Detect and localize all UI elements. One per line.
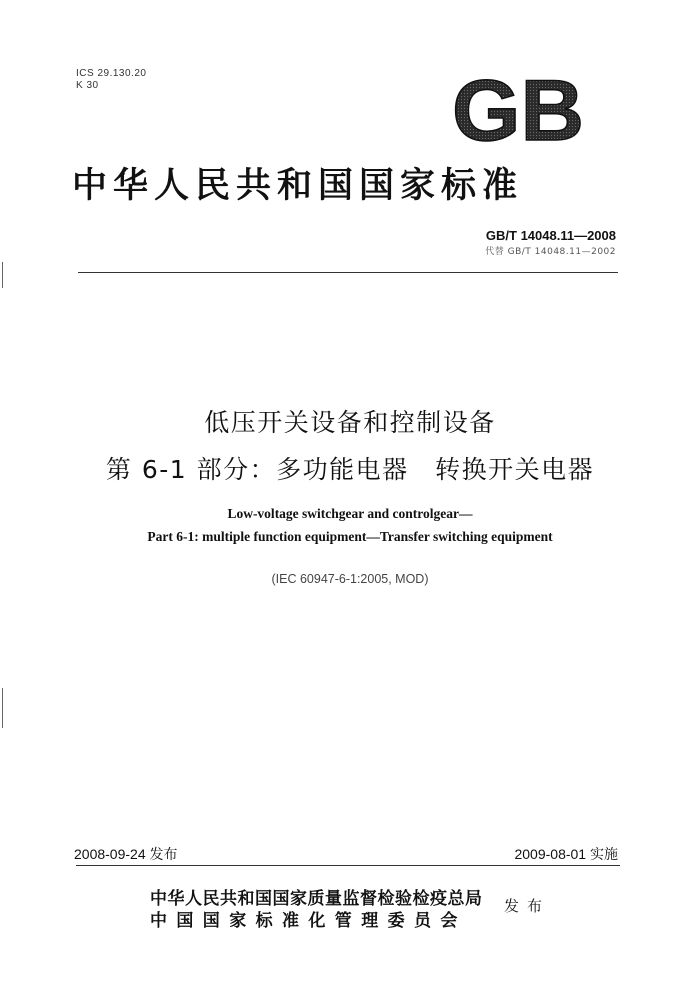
classification-codes [76, 68, 146, 92]
publish-label: 发布 [504, 897, 551, 915]
iec-adoption-note: (IEC 60947-6-1:2005, MOD) [271, 572, 429, 586]
implementation-date: 2009-08-01 实施 [514, 846, 618, 862]
standard-number: GB/T 14048.11—2008 [485, 228, 616, 243]
gb-logo-text: GB [452, 74, 584, 150]
chinese-title-line1: 低压开关设备和控制设备 [204, 408, 496, 437]
english-title-line2: Part 6-1: multiple function equipment—Transfer switching equipment [147, 529, 553, 544]
scan-margin-mark [2, 688, 3, 728]
english-title-line1: Low-voltage switchgear and controlgear— [227, 506, 473, 521]
issuer-line2: 中国国家标准化管理委员会 [150, 911, 467, 931]
chinese-title-line2: 第 6-1 部分：多功能电器 转换开关电器 [105, 455, 595, 484]
header-divider [78, 272, 618, 273]
scan-margin-mark [2, 262, 3, 288]
issuer-line1: 中华人民共和国国家质量监督检验检疫总局 [150, 889, 483, 909]
gb-logo [448, 74, 588, 150]
national-standard-title: 中华人民共和国国家标准 [72, 165, 524, 206]
ccs-code: K 30 [76, 80, 99, 91]
ics-code: ICS 29.130.20 [76, 68, 147, 79]
footer-divider [76, 865, 620, 866]
replaces-standard: 代替 GB/T 14048.11—2002 [485, 247, 616, 257]
issue-date: 2008-09-24 发布 [74, 846, 178, 862]
